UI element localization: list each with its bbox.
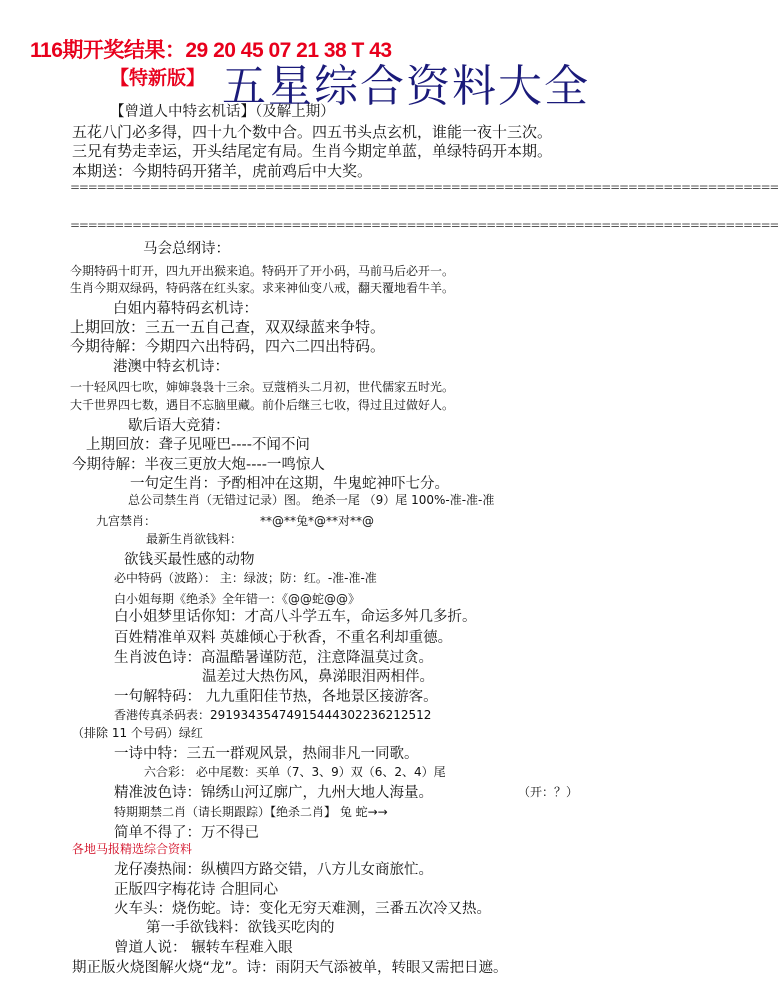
text-line: 温差过大热伤风，鼻涕眼泪两相伴。 (202, 669, 434, 685)
section-title: 马会总纲诗： (143, 241, 230, 257)
poem-line: 大千世界四七数，遇目不忘脑里藏。前仆后继三七收，得过且过做好人。 (70, 398, 455, 412)
poem-line: 今期特码十盯开，四九开出猴来追。特码开了开小码，马前马后必开一。 (70, 264, 455, 278)
intro-line: 三兄有势走幸运，开头结尾定有局。生肖今期定单蓝，单绿特码开本期。 (72, 142, 553, 160)
section-title: 港澳中特玄机诗： (113, 359, 229, 375)
poem-line: 今期待解：今期四六出特码，四六二四出特码。 (70, 337, 386, 355)
company-ban: 总公司禁生肖（无错过记录）图。 绝杀一尾 （9）尾 100%-准-准-准 (128, 493, 495, 507)
text-line: 龙仔凑热闹：纵横四方路交错，八方儿女商旅忙。 (114, 862, 433, 878)
separator: ================================================================================ (70, 180, 778, 194)
edition-tag: 【特新版】 (110, 67, 206, 89)
text-line: 白小姐每期《绝杀》全年错一：《@@蛇@@》 (114, 592, 361, 606)
text-line: 简单不得了：万不得已 (114, 825, 259, 841)
text-line: 六合彩： 必中尾数：买单（7、3、9）双（6、2、4）尾 (144, 765, 446, 779)
page-title: 五星综合资料大全 (222, 61, 590, 112)
text-line: 正版四字梅花诗 合胆同心 (114, 882, 279, 898)
section-title: 白姐内幕特码玄机诗： (113, 301, 258, 317)
separator: ================================================================================ (70, 218, 778, 232)
open-hint: （开：？） (518, 785, 579, 799)
text-line: 期正版火烧图解火烧“龙”。诗：雨阴天气添被单，转眼又需把日遮。 (72, 960, 508, 976)
text-line: 特期期禁二肖（请长期跟踪）【绝杀二肖】 兔 蛇→→ (114, 805, 388, 819)
text-line: （排除 11 个号码）绿红 (72, 726, 203, 740)
poem-line: 生肖今期双绿码，特码落在红头家。求来神仙变八戒，翻天覆地看牛羊。 (70, 281, 455, 295)
intro-subtitle: 【曾道人中特玄机话】（及解上期） (110, 104, 335, 120)
poem-line: 上期回放：三五一五自己查，双双绿蓝来争特。 (70, 318, 386, 336)
text-line: 火车头：烧伤蛇。诗：变化无穷天难测，三番五次冷又热。 (114, 901, 491, 917)
poem-line: 一十轻风四七吹，婶婶袅袅十三余。豆蔻梢头二月初，世代儒家五时光。 (70, 380, 455, 394)
ninepalace-value: **@**兔*@**对**@ (260, 514, 375, 528)
ninepalace-label: 九宫禁肖： (96, 514, 157, 528)
text-line: 百姓精准单双料 英雄倾心于秋香，不重名利却重德。 (114, 630, 453, 646)
text-line: 必中特码（波路）： 主：绿波；防：红。-准-准-准 (114, 571, 377, 585)
riddle-line: 今期待解：半夜三更放大炮----一鸣惊人 (72, 457, 325, 473)
riddle-line: 上期回放：聋子见哑巴----不闻不问 (86, 437, 310, 453)
section-title: 最新生肖欲钱料： (146, 532, 243, 546)
section-title: 各地马报精选综合资料 (72, 842, 193, 856)
text-line: 生肖波色诗：高温酷暑谨防范，注意降温莫过贪。 (114, 650, 433, 666)
intro-line: 本期送：今期特码开猪羊，虎前鸡后中大奖。 (72, 162, 373, 180)
draw-result-banner: 116期开奖结果：29 20 45 07 21 38 T 43 (30, 39, 392, 62)
text-line: 一诗中特：三五一群观风景，热闹非凡一同歌。 (114, 746, 419, 762)
text-line: 欲钱买最性感的动物 (124, 552, 255, 568)
text-line: 一句解特码： 九九重阳佳节热，各地景区接游客。 (114, 689, 438, 705)
text-line: 香港传真杀码表：2919343547491544430223621251​2 (114, 708, 432, 722)
text-line: 精准波色诗：锦绣山河辽廓广，九州大地人海量。 (114, 785, 433, 801)
text-line: 曾道人说： 辗转车程难入眼 (114, 940, 293, 956)
text-line: 白小姐梦里话你知：才高八斗学五车，命运多舛几多折。 (114, 609, 477, 625)
one-sentence: 一句定生肖：予酌相冲在这期，牛鬼蛇神吓七分。 (130, 476, 449, 492)
text-line: 第一手欲钱料：欲钱买吃肉的 (146, 920, 335, 936)
section-title: 歇后语大竞猜： (128, 418, 230, 434)
intro-line: 五花八门必多得，四十九个数中合。四五书头点玄机，谁能一夜十三次。 (72, 123, 553, 141)
